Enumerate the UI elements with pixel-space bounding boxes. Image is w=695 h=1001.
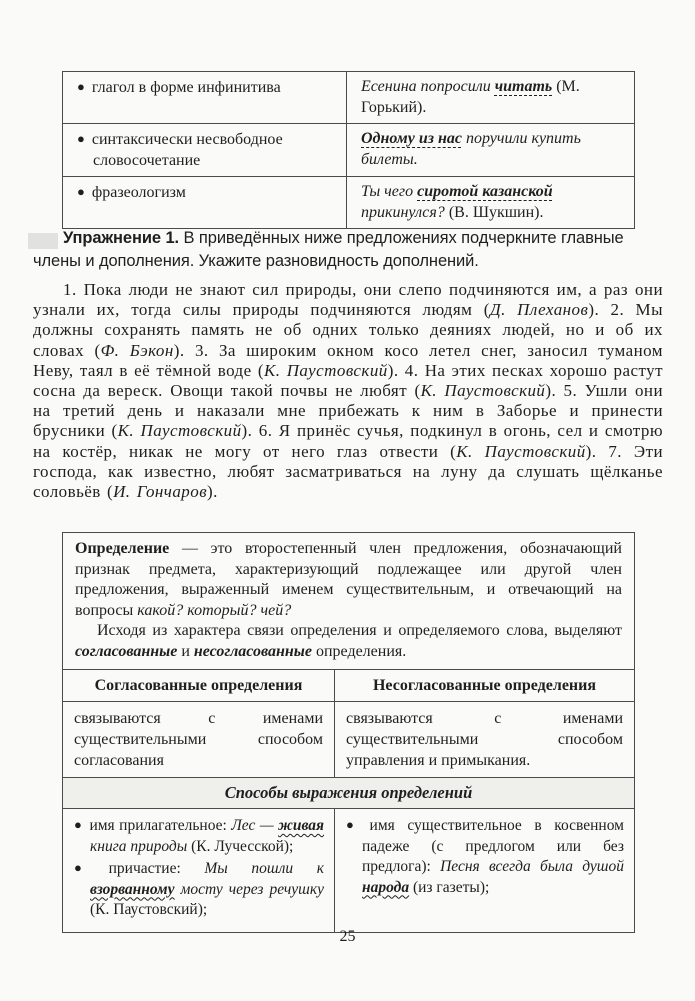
term-text: синтаксически несвободное словосочетание [91,131,283,169]
term-text: глагол в форме инфинитива [91,79,281,96]
definition-paragraph: Определение — это второстепенный член предложения, обозначающий признак предмета, характеризующий подлежащее или другой член предложения, выраженный именем существительным, и отвечающий на вопросы какой? который? чей? [75,540,622,619]
list-item [77,182,334,204]
term-cell [63,72,346,123]
merged-row-title: Способы выражения определений [63,777,634,808]
complement-types-table [62,71,635,229]
bullet-icon: ● [77,79,85,94]
example-cell: Ты чего сиротой казанской прикинулся? (В. Шукшин). [346,177,634,228]
definitions-table [62,532,635,933]
bullet-list-cell-left [63,809,334,932]
table-header-row [63,669,634,701]
table-body-row [63,701,634,777]
list-item-text: имя существительное в косвенном падеже (с предлогом или без предлога): Песня всегда была душой народа (из газеты); [362,817,624,896]
example-cell: Одному из нас поручили купить билеты. [346,124,634,176]
table-row [63,123,634,176]
bullet-list-cell-right [334,809,634,932]
table-row [63,176,634,228]
table-row [63,72,634,123]
bullet-icon: ● [77,184,85,199]
term-cell [63,177,346,228]
example-cell: Есенина попросили читать (М. Горький). [346,72,634,123]
list-item [77,77,334,99]
term-text: фразеологизм [91,184,186,201]
body-cell-disagreed: связываются с именами существительными способом управления и примыкания. [334,702,634,777]
list-item [77,129,334,171]
bullet-icon: ● [74,817,83,832]
list-item-text: имя прилагательное: Лес — живая книга природы (К. Лучесской); [89,817,324,855]
header-cell-disagreed: Несогласованные определения [334,670,634,701]
header-cell-agreed: Согласованные определения [94,676,303,694]
list-item [346,815,624,898]
body-cell-agreed: связываются с именами существительными способом согласования [74,710,323,769]
list-item-text: причастие: Мы пошли к взорванному мосту через речушку (К. Паустовский); [90,860,325,918]
exercise-heading: Упражнение 1. В приведённых ниже предложениях подчеркните главные члены и дополнения. Укажите разновидность дополнений. [33,229,624,270]
definition-box [63,533,634,669]
bullet-icon: ● [77,131,85,146]
bullet-icon: ● [346,817,363,832]
exercise-sentences: 1. Пока люди не знают сил природы, они слепо подчиняются им, а раз они узнали их, тогда силы природы подчиняются людям (Д. Плеханов). 2. Мы должны сохранять память не об одних только деяниях людей, но и об их словах (Ф. Бэкон). 3. За широким окном косо летел снег, заносил туманом Неву, таял в её тёмной воде (К. Паустовский). 4. На этих песках хорошо растут сосна да вереск. Овощи такой почвы не любят (К. Паустовский). 5. Ушли они на третий день и наказали мне прибежать к ним в Заборье и принести брусники (К. Паустовский). 6. Я принёс сучья, подкинул в огонь, сел и смотрю на костёр, никак не могу от него глаз отвести (К. Паустовский). 7. Эти господа, как известно, любят засматриваться на луну да слушать щёлканье соловьёв (И. Гончаров). [33,280,663,502]
page-number: 25 [339,928,356,945]
list-item [74,815,324,857]
bullet-icon: ● [74,860,102,875]
definition-paragraph: Исходя из характера связи определения и определяемого слова, выделяют согласованные и несогласованные определения. [75,622,622,660]
table-bullets-row [63,808,634,932]
term-cell [63,124,346,176]
list-item [74,858,324,921]
